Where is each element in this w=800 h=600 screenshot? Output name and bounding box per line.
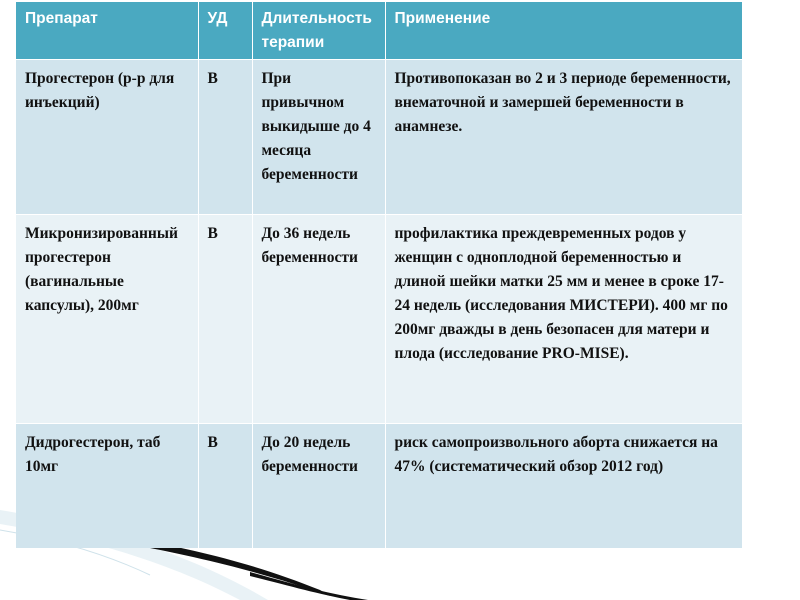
cell-duration: До 36 недель беременности [252, 215, 385, 424]
cell-application: риск самопроизвольного аборта снижается на 47% (систематический обзор 2012 год) [385, 424, 742, 548]
cell-drug: Прогестерон (р-р для инъекций) [16, 60, 198, 215]
cell-application: профилактика преждевременных родов у женщин с одноплодной беременностью и длиной шейки матки 25 мм и менее в сроке 17-24 недель (исследования МИСТЕРИ). 400 мг по 200мг дважды в день безопасен для матери и плода (исследование PRO-MISE). [385, 215, 742, 424]
cell-duration: До 20 недель беременности [252, 424, 385, 548]
table-row [16, 424, 742, 548]
cell-application: Противопоказан во 2 и 3 периоде беременности, внематочной и замершей беременности в анамнезе. [385, 60, 742, 215]
cell-ud: В [198, 424, 252, 548]
cell-duration: При привычном выкидыше до 4 месяца беременности [252, 60, 385, 215]
cell-drug: Микронизированный прогестерон (вагинальные капсулы), 200мг [16, 215, 198, 424]
cell-ud: В [198, 215, 252, 424]
table-row [16, 60, 742, 215]
cell-ud: В [198, 60, 252, 215]
header-duration: Длительность терапии [252, 2, 385, 60]
table-header-row [16, 2, 742, 60]
cell-drug: Дидрогестерон, таб 10мг [16, 424, 198, 548]
drug-table [16, 2, 742, 548]
table-row [16, 215, 742, 424]
header-drug: Препарат [16, 2, 198, 60]
header-application: Применение [385, 2, 742, 60]
header-ud: УД [198, 2, 252, 60]
